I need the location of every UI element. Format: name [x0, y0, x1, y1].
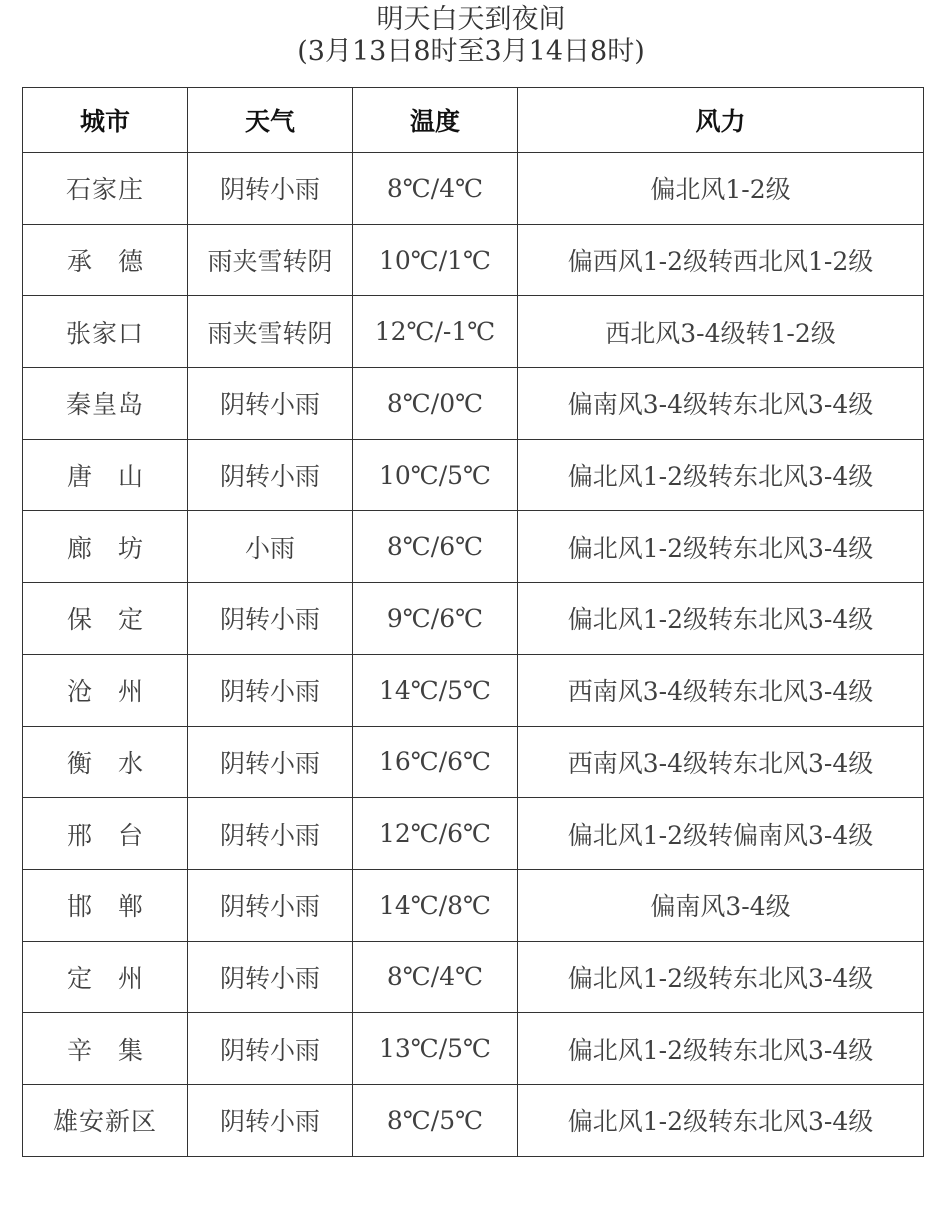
cell-wind: 偏北风1-2级转东北风3-4级 — [518, 1013, 924, 1085]
forecast-table — [22, 87, 924, 1157]
cell-weather: 雨夹雪转阴 — [188, 296, 353, 368]
cell-wind: 偏西风1-2级转西北风1-2级 — [518, 224, 924, 296]
cell-city: 邢台 — [23, 798, 188, 870]
cell-weather: 阴转小雨 — [188, 153, 353, 225]
table-row — [23, 511, 924, 583]
cell-wind: 偏南风3-4级转东北风3-4级 — [518, 368, 924, 440]
table-row — [23, 583, 924, 655]
cell-weather: 阴转小雨 — [188, 941, 353, 1013]
cell-city: 石家庄 — [23, 153, 188, 225]
table-row — [23, 654, 924, 726]
header-wind: 风力 — [518, 88, 924, 153]
cell-wind: 西南风3-4级转东北风3-4级 — [518, 654, 924, 726]
cell-weather: 阴转小雨 — [188, 798, 353, 870]
table-row — [23, 869, 924, 941]
cell-weather: 阴转小雨 — [188, 1013, 353, 1085]
cell-temperature: 14℃/8℃ — [353, 869, 518, 941]
table-row — [23, 296, 924, 368]
cell-temperature: 8℃/0℃ — [353, 368, 518, 440]
cell-weather: 阴转小雨 — [188, 439, 353, 511]
table-body — [23, 153, 924, 1157]
cell-weather: 小雨 — [188, 511, 353, 583]
cell-weather: 阴转小雨 — [188, 654, 353, 726]
table-row — [23, 1013, 924, 1085]
cell-city: 定州 — [23, 941, 188, 1013]
cell-city: 唐山 — [23, 439, 188, 511]
table-row — [23, 368, 924, 440]
cell-wind: 偏北风1-2级转东北风3-4级 — [518, 941, 924, 1013]
cell-wind: 偏北风1-2级 — [518, 153, 924, 225]
cell-wind: 偏北风1-2级转东北风3-4级 — [518, 583, 924, 655]
cell-temperature: 8℃/4℃ — [353, 941, 518, 1013]
cell-weather: 阴转小雨 — [188, 1084, 353, 1156]
cell-wind: 偏南风3-4级 — [518, 869, 924, 941]
cell-city: 沧州 — [23, 654, 188, 726]
cell-city: 廊坊 — [23, 511, 188, 583]
page-subtitle: (3月13日8时至3月14日8时) — [297, 36, 645, 67]
cell-city: 张家口 — [23, 296, 188, 368]
cell-temperature: 8℃/6℃ — [353, 511, 518, 583]
table-row — [23, 224, 924, 296]
cell-temperature: 10℃/5℃ — [353, 439, 518, 511]
cell-weather: 阴转小雨 — [188, 726, 353, 798]
table-row — [23, 439, 924, 511]
cell-temperature: 16℃/6℃ — [353, 726, 518, 798]
cell-wind: 偏北风1-2级转东北风3-4级 — [518, 439, 924, 511]
header-temperature: 温度 — [353, 88, 518, 153]
table-row — [23, 726, 924, 798]
page-title: 明天白天到夜间 — [376, 4, 566, 35]
cell-city: 承德 — [23, 224, 188, 296]
table-row — [23, 153, 924, 225]
header-city: 城市 — [23, 88, 188, 153]
cell-wind: 偏北风1-2级转东北风3-4级 — [518, 1084, 924, 1156]
cell-temperature: 9℃/6℃ — [353, 583, 518, 655]
cell-weather: 阴转小雨 — [188, 869, 353, 941]
cell-city: 辛集 — [23, 1013, 188, 1085]
cell-temperature: 10℃/1℃ — [353, 224, 518, 296]
cell-temperature: 8℃/4℃ — [353, 153, 518, 225]
cell-temperature: 13℃/5℃ — [353, 1013, 518, 1085]
table-row — [23, 798, 924, 870]
cell-weather: 阴转小雨 — [188, 583, 353, 655]
table-row — [23, 941, 924, 1013]
cell-city: 衡水 — [23, 726, 188, 798]
table-row — [23, 1084, 924, 1156]
header-weather: 天气 — [188, 88, 353, 153]
cell-wind: 偏北风1-2级转偏南风3-4级 — [518, 798, 924, 870]
cell-weather: 阴转小雨 — [188, 368, 353, 440]
cell-temperature: 12℃/-1℃ — [353, 296, 518, 368]
cell-wind: 西北风3-4级转1-2级 — [518, 296, 924, 368]
table-header-row — [23, 88, 924, 153]
cell-weather: 雨夹雪转阴 — [188, 224, 353, 296]
cell-temperature: 14℃/5℃ — [353, 654, 518, 726]
cell-wind: 西南风3-4级转东北风3-4级 — [518, 726, 924, 798]
cell-temperature: 8℃/5℃ — [353, 1084, 518, 1156]
cell-city: 保定 — [23, 583, 188, 655]
cell-city: 秦皇岛 — [23, 368, 188, 440]
cell-city: 雄安新区 — [23, 1084, 188, 1156]
cell-temperature: 12℃/6℃ — [353, 798, 518, 870]
cell-city: 邯郸 — [23, 869, 188, 941]
cell-wind: 偏北风1-2级转东北风3-4级 — [518, 511, 924, 583]
